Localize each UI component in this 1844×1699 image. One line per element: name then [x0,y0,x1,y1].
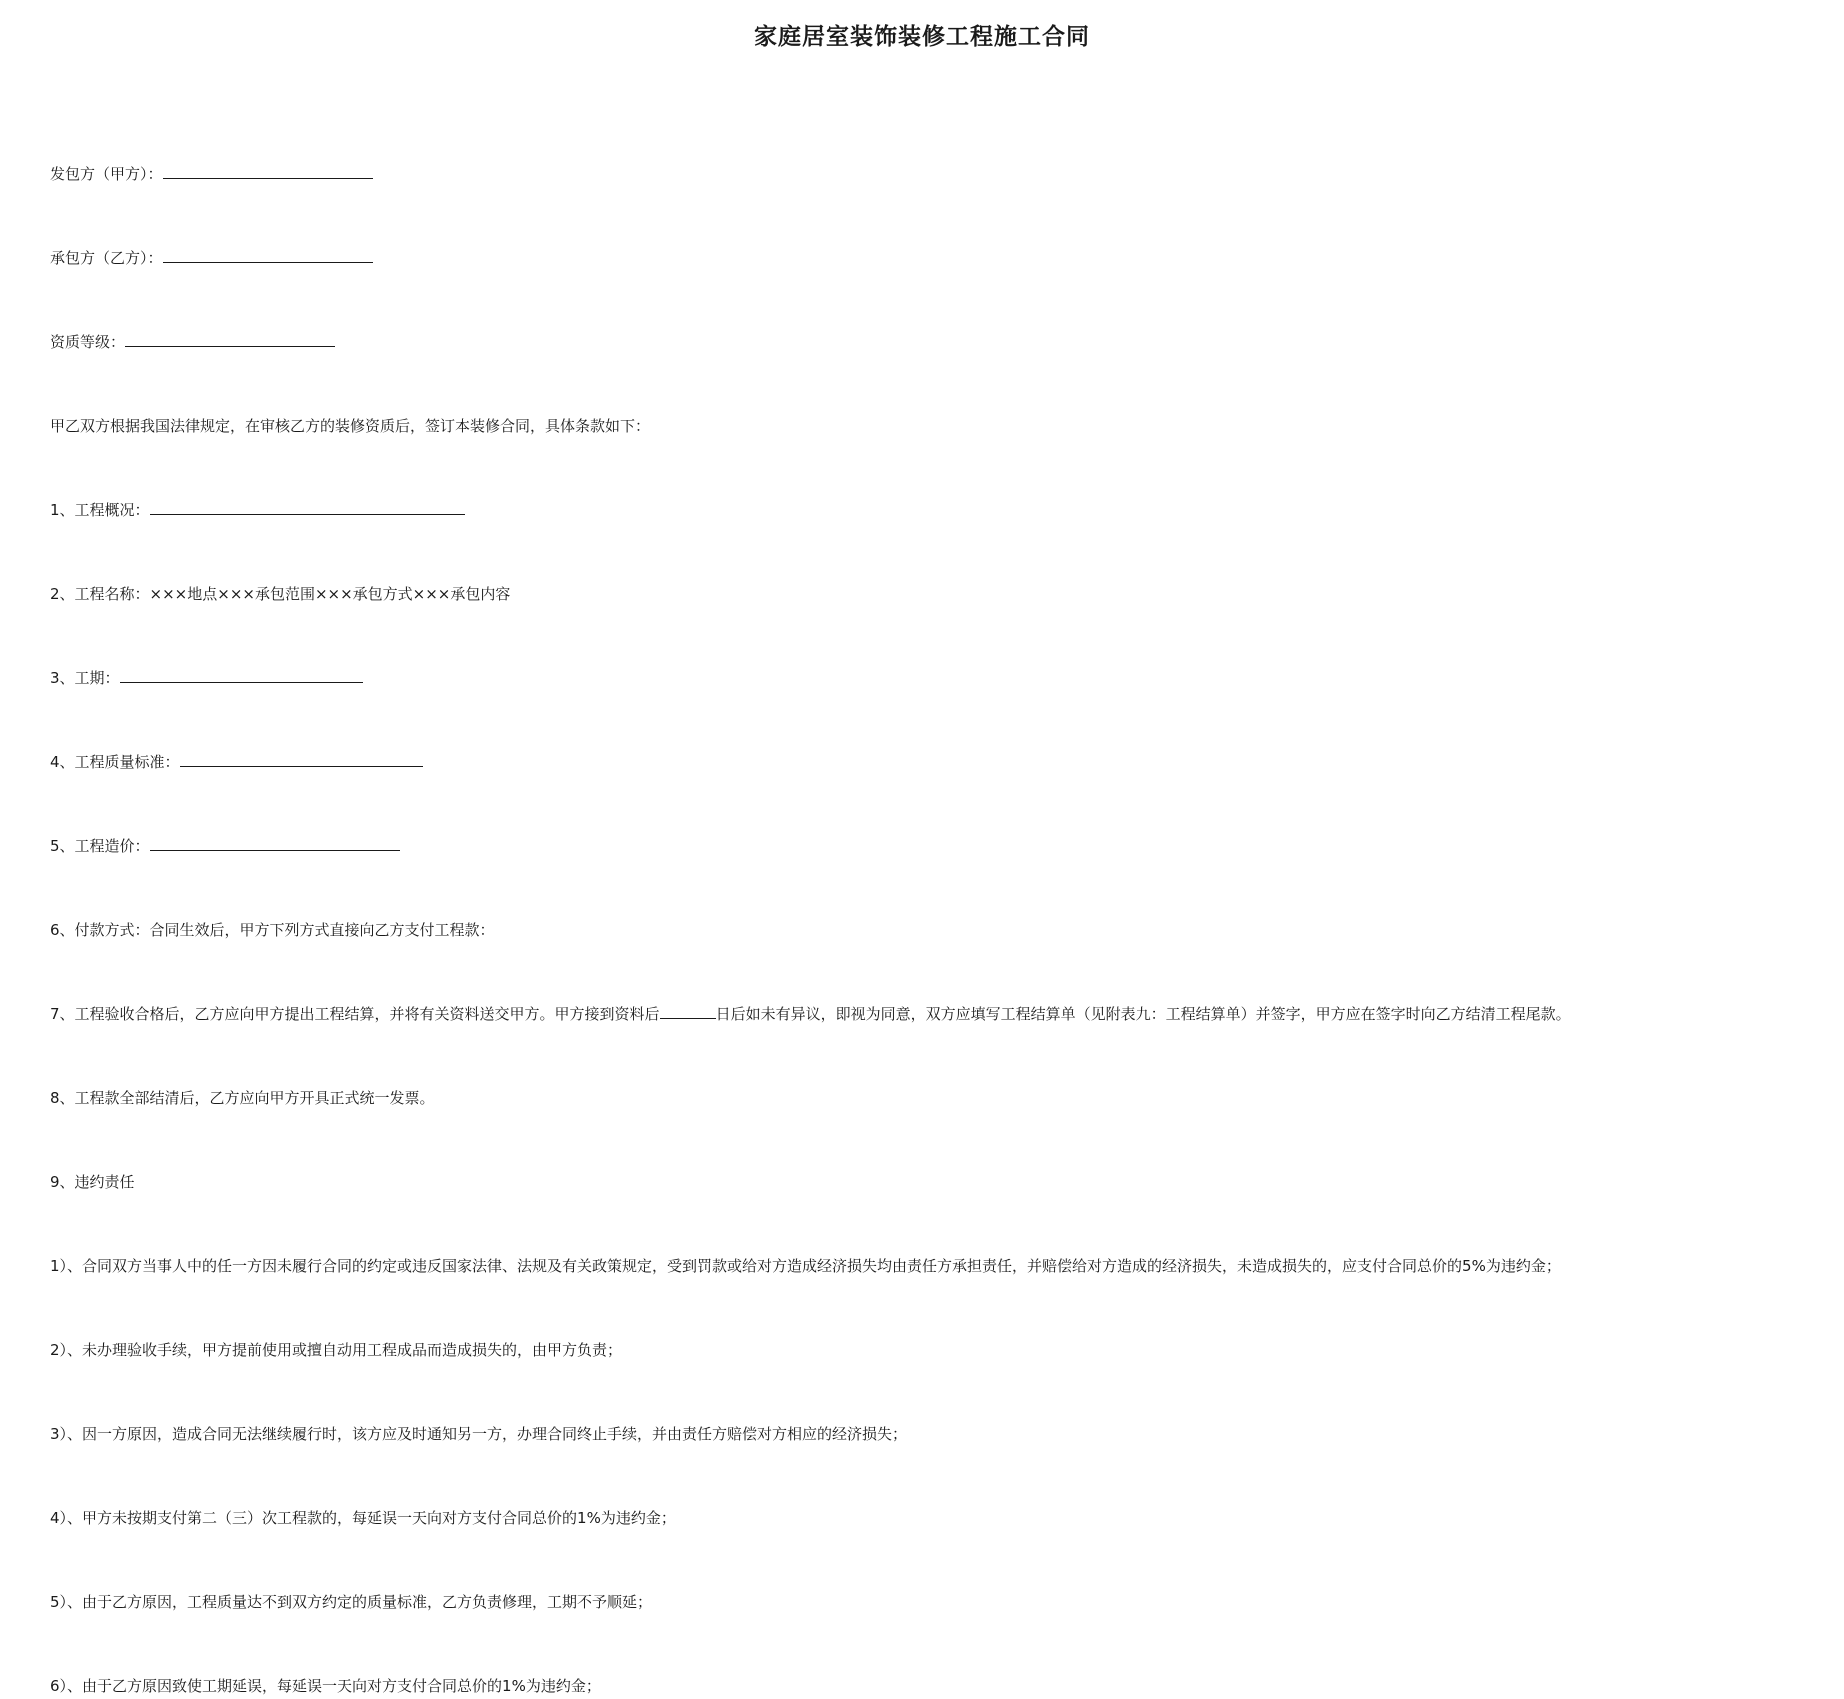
item-9-heading: 9、违约责任 [50,1173,135,1191]
item-3-blank[interactable] [120,668,363,683]
party-b-blank[interactable] [163,248,373,263]
item-1-line [50,500,465,520]
party-b-line [50,248,373,268]
item-1-label: 1、工程概况： [50,501,150,519]
breach-clause-4: 4）、甲方未按期支付第二（三）次工程款的，每延误一天向对方支付合同总价的1%为违约金； [50,1509,676,1527]
breach-clause-1: 1）、合同双方当事人中的任一方因未履行合同的约定或违反国家法律、法规及有关政策规定，受到罚款或给对方造成经济损失均由责任方承担责任，并赔偿给对方造成的经济损失，未造成损失的，应支付合同总价的5%为违约金； [50,1257,1561,1275]
breach-clause-3: 3）、因一方原因，造成合同无法继续履行时，该方应及时通知另一方，办理合同终止手续，并由责任方赔偿对方相应的经济损失； [50,1425,908,1443]
party-a-blank[interactable] [163,164,373,179]
item-2-line: 2、工程名称：×××地点×××承包范围×××承包方式×××承包内容 [50,585,511,603]
qualification-blank[interactable] [125,332,335,347]
item-4-blank[interactable] [180,752,423,767]
party-a-line [50,164,373,184]
item-8-line: 8、工程款全部结清后，乙方应向甲方开具正式统一发票。 [50,1089,435,1107]
document-title: 家庭居室装饰装修工程施工合同 [754,24,1090,50]
party-b-label: 承包方（乙方）： [50,249,163,267]
item-4-line [50,752,423,772]
item-7-line [50,1004,1571,1024]
item-5-blank[interactable] [150,836,400,851]
qualification-line [50,332,335,352]
item-7-days-blank[interactable] [660,1004,716,1019]
item-5-label: 5、工程造价： [50,837,150,855]
party-a-label: 发包方（甲方）： [50,165,163,183]
intro-paragraph: 甲乙双方根据我国法律规定，在审核乙方的装修资质后，签订本装修合同，具体条款如下： [50,417,651,435]
item-7-text-part2: 日后如未有异议，即视为同意，双方应填写工程结算单（见附表九：工程结算单）并签字，甲方应在签字时向乙方结清工程尾款。 [715,1005,1571,1023]
breach-clause-6: 6）、由于乙方原因致使工期延误，每延误一天向对方支付合同总价的1%为违约金； [50,1677,601,1695]
item-3-line [50,668,363,688]
item-7-text-part1: 7、工程验收合格后，乙方应向甲方提出工程结算，并将有关资料送交甲方。甲方接到资料后 [50,1005,660,1023]
breach-clause-2: 2）、未办理验收手续，甲方提前使用或擅自动用工程成品而造成损失的，由甲方负责； [50,1341,623,1359]
item-6-line: 6、付款方式：合同生效后，甲方下列方式直接向乙方支付工程款： [50,921,495,939]
item-3-label: 3、工期： [50,669,120,687]
item-5-line [50,836,400,856]
breach-clause-5: 5）、由于乙方原因，工程质量达不到双方约定的质量标准，乙方负责修理，工期不予顺延； [50,1593,653,1611]
item-1-blank[interactable] [150,500,465,515]
qualification-label: 资质等级： [50,333,126,351]
item-4-label: 4、工程质量标准： [50,753,180,771]
